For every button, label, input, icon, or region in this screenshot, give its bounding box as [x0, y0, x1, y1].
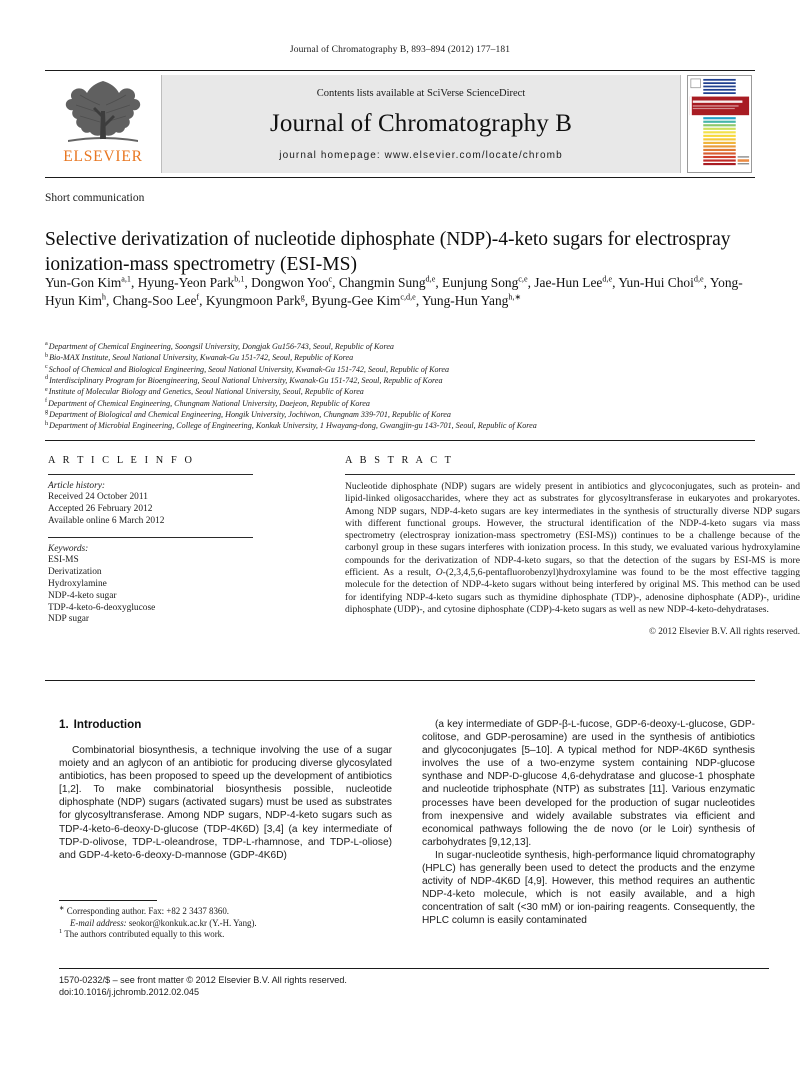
imprint-rule: [59, 968, 769, 969]
affiliation-item: $^a$Department of Chemical Engineering, Soongsil University, Dongjak Gu156-743, Seoul, Republic of Korea: [45, 340, 394, 351]
affiliation-item: $^g$Department of Biological and Chemical Engineering, Hongik University, Jochiwon, Chungnam 339-701, Republic of Korea: [45, 408, 451, 420]
article-info-block: [48, 455, 288, 626]
body-paragraph: Combinatorial biosynthesis, a technique involving the use of a sugar moiety and an aglycon of an antibiotic for producing diverse glycosylated antibiotics, has been proposed to speed up the development of antibiotics [1,2]. To make combinatorial biosynthesis possible, nucleotide diphosphate (NDP) sugars (activated sugars) must be used as substrates for glycosyltransferase. Among NDP sugars, NDP-4-keto sugars such as TDP-4-keto-6-deoxy-D-glucose (TDP-4K6D) [3,4] (a key intermediate of TDP-D-olivose, TDP-L-oleandrose, TDP-L-rhamnose, and TDP-L-oliose) and GDP-4-keto-6-deoxy-D-mannose (GDP-4K6D): [59, 745, 392, 861]
keyword-item: NDP-4-keto sugar: [48, 590, 117, 601]
elsevier-logo: [45, 71, 161, 177]
keywords-label: Keywords:: [48, 544, 89, 555]
left-column-paragraphs: [59, 744, 392, 862]
affiliation-item: $^b$Bio-MAX Institute, Seoul National University, Kwanak-Gu 151-742, Seoul, Republic of Korea: [45, 351, 354, 363]
elsevier-tree-icon: [60, 75, 146, 147]
abstract-rule: [345, 474, 795, 475]
article-history-item: Available online 6 March 2012: [48, 515, 165, 526]
article-type: Short communication: [45, 192, 145, 204]
body-paragraph: (a key intermediate of GDP-β-L-fucose, GDP-6-deoxy-L-glucose, GDP-colitose, and GDP-perosamine) are used in the synthesis of antibiotics and glycoconjugates [5–10]. A typical method for NDP-4K6D synthesis involves the use of a two-enzyme system containing NDP-glucose synthase and NDP-D-glucose 4,6-dehydratase and glucose-1 phosphate and nucleotide triphosphate (NTP) as substrates [11]. Various enzymatic processes have been developed for the production of sugar nucleotides from inexpensive and widely available substrates via efficient and economical pathways following the de novo (or le Loir) synthesis of carbohydrates [9,12,13].: [422, 719, 755, 848]
journal-title: Journal of Chromatography B: [270, 109, 572, 137]
masthead-center: [161, 75, 681, 173]
imprint-block: [59, 975, 459, 999]
section-number: 1.: [59, 718, 69, 731]
keyword-item: NDP sugar: [48, 614, 90, 625]
band-top-rule: [45, 440, 755, 441]
abstract-heading: A B S T R A C T: [345, 455, 454, 466]
section-heading-introduction: [59, 718, 392, 731]
affiliation-item: $^h$Department of Microbial Engineering, College of Engineering, Konkuk University, 1 Hwayang-dong, Gwangjin-gu 143-701, Seoul, Republic of Korea: [45, 419, 537, 431]
affiliation-item: $^f$Department of Chemical Engineering, Chungnam National University, Daejeon, Republic of Korea: [45, 397, 370, 408]
body-column-left: [59, 718, 392, 862]
abstract-text: Nucleotide diphosphate (NDP) sugars are widely present in antibiotics and glycoconjugates, such as protein- and lipid-linked oligosaccharides, where they act as substrates for glycosyltransferase in eukaryotes and prokaryotes. Among NDP sugars, NDP-4-keto sugars are key intermediates in the synthesis of structurally diverse NDP sugars with different functional groups. However, the structural identification of the NDP-4-keto sugars via mass spectrometry (electrospray ionization-mass spectrometry (ESI-MS)) continues to be a challenge because of the carbonyl group in these sugars interferes with ionization process. In this study, we evaluated various hydroxylamine compounds for the derivatization of NDP-4-keto sugars, so that the detection of the sugars by ESI-MS is more efficient. As a result, O-(2,3,4,5,6-pentafluorobenzyl)hydroxylamine was found to be the most effective tagging molecule for the detection of NDP-4-keto sugars without being interfered by original MS. This method can be used for identifying NDP-4-keto sugars such as thymidine diphosphate (TDP)-, adenosine diphosphate (ADP)-, uridine diphosphate (UDP)-, and cytosine diphosphate (CDP)-4-keto sugars as well as new NDP-4-keto-dehydratases.: [345, 481, 800, 615]
affiliation-item: $^e$Institute of Molecular Biology and Genetics, Seoul National University, Seoul, Republic of Korea: [45, 385, 364, 397]
footnote-item: ∗ Corresponding author. Fax: +82 2 3437 8360.: [59, 905, 230, 916]
article-history-label: Article history:: [48, 481, 106, 491]
elsevier-wordmark: ELSEVIER: [63, 148, 143, 165]
journal-homepage-link[interactable]: journal homepage: www.elsevier.com/locate/chromb: [279, 149, 563, 161]
sciencedirect-line[interactable]: Contents lists available at SciVerse ScienceDirect: [316, 87, 526, 99]
footnote-item: $^1$ The authors contributed equally to this work.: [59, 928, 225, 940]
article-history-item: Accepted 26 February 2012: [48, 503, 153, 514]
keyword-item: ESI-MS: [48, 555, 79, 566]
article-info-heading: A R T I C L E I N F O: [48, 455, 195, 466]
author-list: Yun-Gon Kim$^{a,1}$, Hyung-Yeon Park$^{b,1}$, Dongwon Yoo$^c$, Changmin Sung$^{d,e}$, Eunjung Song$^{c,e}$, Jae-Hun Lee$^{d,e}$, Yun-Hui Choi$^{d,e}$, Yong-Hyun Kim$^h$, Chang-Soo Lee$^f$, Kyungmoon Park$^g$, Byung-Gee Kim$^{c,d,e}$, Yung-Hun Yang$^{h,∗}$: [45, 274, 743, 308]
abstract-copyright: © 2012 Elsevier B.V. All rights reserved.: [649, 626, 800, 637]
journal-masthead: [45, 70, 755, 178]
keyword-item: Hydroxylamine: [48, 578, 107, 589]
footnote-block: [59, 906, 392, 941]
article-info-rule: [48, 474, 253, 475]
affiliation-item: $^c$School of Chemical and Biological Engineering, Seoul National University, Kwanak-Gu 151-742, Seoul, Republic of Korea: [45, 363, 450, 374]
footnote-rule: [59, 900, 157, 901]
band-bottom-rule: [45, 680, 755, 681]
affiliation-item: $^d$Interdisciplinary Program for Bioengineering, Seoul National University, Kwanak-Gu 151-742, Seoul, Republic of Korea: [45, 374, 443, 386]
section-title: Introduction: [73, 718, 142, 731]
imprint-line-issn: 1570-0232/$ – see front matter © 2012 Elsevier B.V. All rights reserved.: [59, 975, 347, 985]
keyword-list: [48, 555, 288, 626]
keywords-rule: [48, 537, 253, 538]
spacer: [48, 527, 288, 537]
cover-artwork-icon: [688, 76, 751, 172]
running-head: Journal of Chromatography B, 893–894 (2012) 177–181: [289, 45, 511, 55]
affiliation-list: [45, 341, 755, 432]
right-column-paragraphs: [422, 718, 755, 928]
journal-cover-thumbnail[interactable]: [681, 71, 755, 177]
keyword-item: Derivatization: [48, 567, 102, 578]
article-history-item: Received 24 October 2011: [48, 492, 148, 502]
page-title: Selective derivatization of nucleotide diphosphate (NDP)-4-keto sugars for electrospray ionization-mass spectrometry (ESI-MS): [45, 229, 731, 276]
body-paragraph: In sugar-nucleotide synthesis, high-performance liquid chromatography (HPLC) has generally been used to detect the products and the enzyme activity of NDP-4K6D [4,9]. However, this method requires an authentic NDP-4-keto molecule, which is not easily available, and a high concentration of salt (<30 mM) or ion-pairing reagents. Consequently, the HPLC column is easily contaminated: [422, 849, 755, 927]
body-column-right: [422, 718, 755, 928]
keyword-item: TDP-4-keto-6-deoxyglucose: [48, 602, 156, 613]
abstract-block: [345, 455, 800, 636]
article-history-lines: [48, 492, 288, 527]
footnote-item: E-mail address: seokor@konkuk.ac.kr (Y.-H. Yang).: [70, 917, 257, 928]
imprint-line-doi[interactable]: doi:10.1016/j.jchromb.2012.02.045: [59, 986, 200, 997]
